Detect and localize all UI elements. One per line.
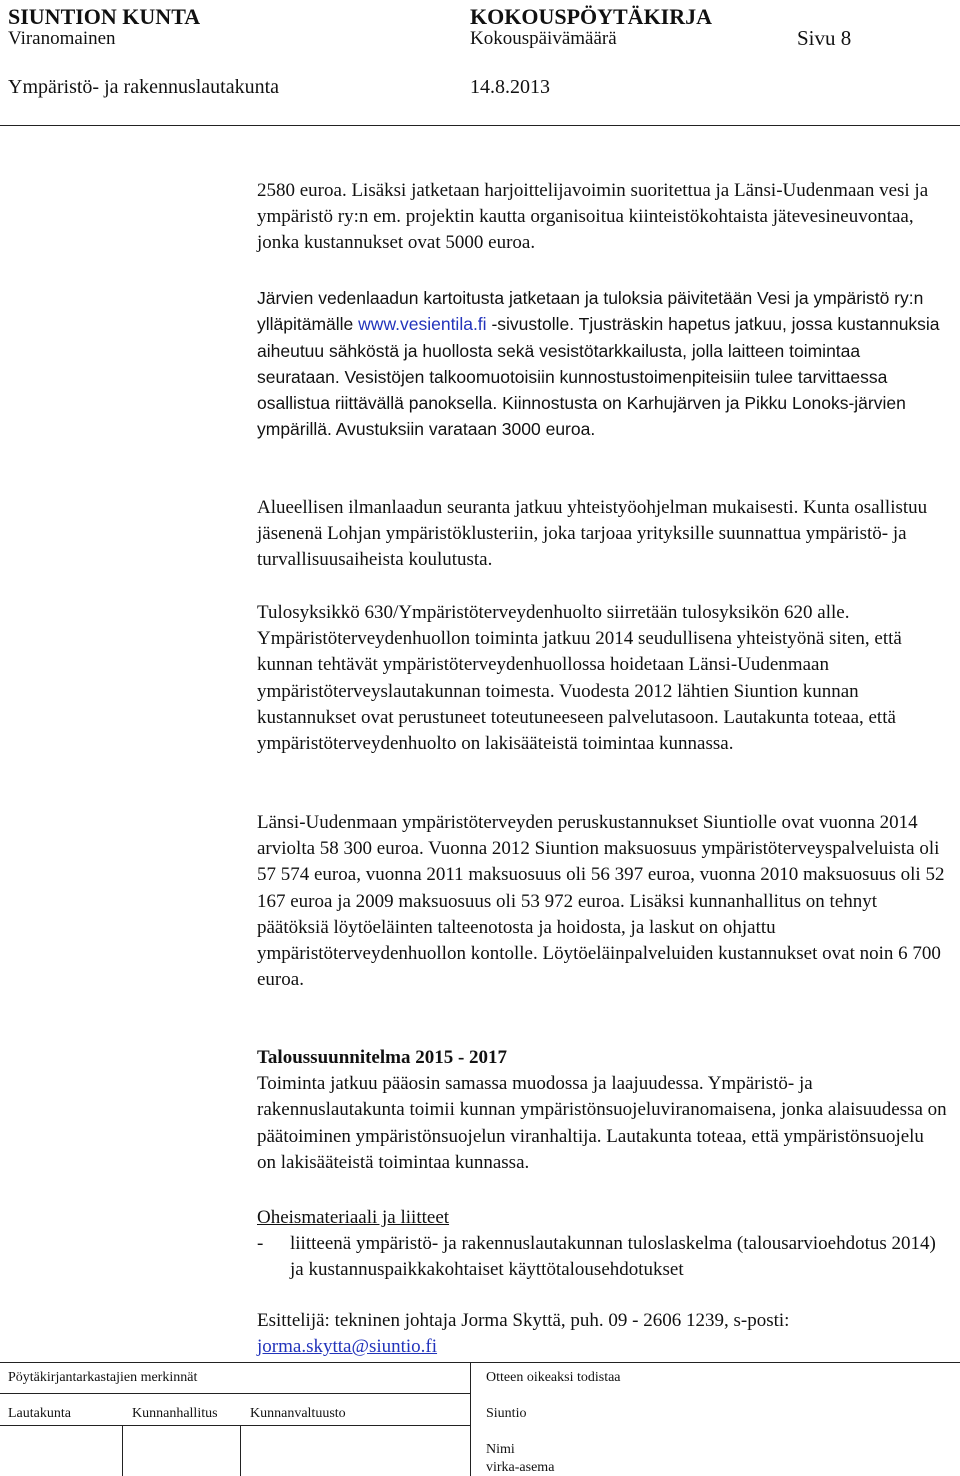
authority-label: Viranomainen (8, 28, 116, 49)
presenter-info: Esittelijä: tekninen johtaja Jorma Skyttä, puh. 09 - 2606 1239, s-posti: jorma.skytta@siuntio.fi (257, 1310, 790, 1358)
column-divider (240, 1425, 241, 1476)
paragraph-3: Alueellisen ilmanlaadun seuranta jatkuu yhteistyöohjelman mukaisesti. Kunta osallistuu jäsenenä Lohjan ympäristöklusteriin, joka tarjoaa yrityksille suunnattua ympäristö- ja turvallisuusaiheista koulutusta. (257, 497, 928, 571)
paragraph-2: Järvien vedenlaadun kartoitusta jatketaan ja tuloksia päivitetään Vesi ja ympäristö ry:n ylläpitämälle www.vesientila.fi -sivustolle. Tjusträskin hapetus jatkuu, jossa kustannuksia aiheutuu sähköstä ja huollosta sekä vesistötarkkailusta, jolla laitteen toimintaa seurataan. Vesistöjen talkoomuotoisiin kunnostustoimenpiteisiin tulee tarvittaessa osallistua riittävällä panoksella. Kiinnostusta on Karhujärven ja Pikku Lonoks-järvien ympärillä. Avustuksiin varataan 3000 euroa. (257, 288, 940, 440)
certified-label: Otteen oikeaksi todistaa (486, 1370, 621, 1385)
section-taloussuunnitelma (257, 1045, 947, 1176)
paragraph-5: Länsi-Uudenmaan ympäristöterveyden peruskustannukset Siuntiolle ovat vuonna 2014 arviolta 58 300 euroa. Vuonna 2012 Siuntion maksuosuus ympäristöterveyspalveluista oli 57 574 euroa, vuonna 2011 maksuosuus oli 56 397 euroa, vuonna 2010 maksuosuus oli 52 167 euroa ja 2009 maksuosuus oli 53 972 euroa. Lisäksi kunnanhallitus on tehnyt päätöksiä löytöeläinten talteenotosta ja hoidosta, ja laskut on ohjattu ympäristöterveydenhuollon kontolle. Löytöeläinpalveluiden kustannukset ovat noin 6 700 euroa. (257, 812, 945, 991)
attachments-section (257, 1205, 947, 1284)
checkers-label: Pöytäkirjantarkastajien merkinnät (8, 1370, 198, 1385)
footer-divider (0, 1425, 470, 1426)
col-lautakunta: Lautakunta (8, 1406, 71, 1421)
page-number: Sivu 8 (797, 26, 852, 50)
authority-name: Ympäristö- ja rakennuslautakunta (8, 76, 280, 98)
attachments-heading: Oheismateriaali ja liitteet (257, 1207, 450, 1228)
col-kunnanvaltuusto: Kunnanvaltuusto (250, 1406, 346, 1421)
column-divider (122, 1425, 123, 1476)
header-rule (0, 125, 960, 126)
section-heading: Taloussuunnitelma 2015 - 2017 (257, 1047, 508, 1068)
paragraph-6: Toiminta jatkuu pääosin samassa muodossa ja laajuudessa. Ympäristö- ja rakennuslautakunta toimii kunnan ympäristönsuojeluviranomaisena, jonka alaisuudessa on päätoiminen ympäristönsuojelun viranhaltija. Lautakunta toteaa, että ympäristönsuojelu on lakisääteistä toimintaa kunnassa. (257, 1073, 947, 1173)
title-label: virka-asema (486, 1460, 555, 1475)
column-divider (470, 1363, 471, 1476)
footer-divider (0, 1393, 470, 1394)
signature-footer (0, 1362, 960, 1476)
document-type: KOKOUSPÖYTÄKIRJA (470, 4, 713, 29)
meeting-date: 14.8.2013 (470, 76, 550, 98)
meeting-date-label: Kokouspäivämäärä (470, 28, 617, 49)
col-kunnanhallitus: Kunnanhallitus (132, 1406, 218, 1421)
vesientila-link[interactable]: www.vesientila.fi (358, 314, 487, 335)
place: Siuntio (486, 1406, 527, 1421)
org-name: SIUNTION KUNTA (8, 4, 201, 29)
presenter-email-link[interactable]: jorma.skytta@siuntio.fi (257, 1336, 438, 1358)
paragraph-4: Tulosyksikkö 630/Ympäristöterveydenhuolto siirretään tulosyksikön 620 alle. Ympäristöterveydenhuollon toiminta jatkuu 2014 seudullisena yhteistyönä siten, että kunnan tehtävät ympäristöterveydenhuollossa hoidetaan Länsi-Uudenmaan ympäristöterveyslautakunnan toimesta. Vuodesta 2012 lähtien Siuntion kunnan kustannukset ovat perustuneet toteutuneeseen palvelutasoon. Lautakunta toteaa, että ympäristöterveydenhuolto on lakisääteistä toimintaa kunnassa. (257, 602, 902, 755)
paragraph-1: 2580 euroa. Lisäksi jatketaan harjoittelijavoimin suoritettua ja Länsi-Uudenmaan vesi ja ympäristö ry:n em. projektin kautta organisoitua kiinteistökohtaista jätevesineuvontaa, jonka kustannukset ovat 5000 euroa. (257, 180, 929, 254)
attachment-item: - liitteenä ympäristö- ja rakennuslautakunnan tuloslaskelma (talousarvioehdotus 2014) ja kustannuspaikkakohtaiset käyttötalousehdotukset (257, 1233, 936, 1281)
name-label: Nimi (486, 1442, 515, 1457)
